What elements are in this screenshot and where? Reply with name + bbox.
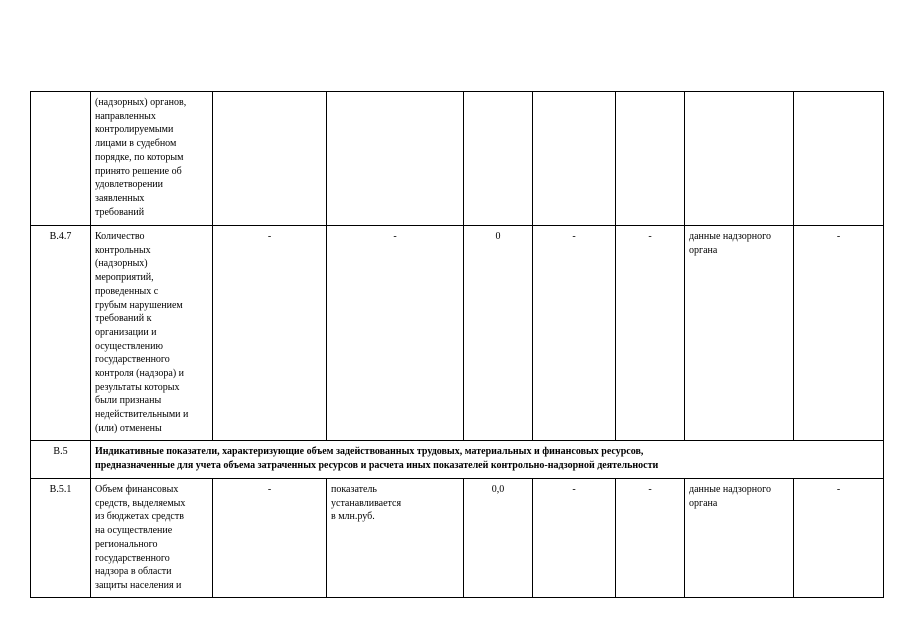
row-code: В.5.1 <box>31 479 91 598</box>
table-cell <box>685 92 794 226</box>
data-source-cell: данные надзорного органа <box>685 226 794 441</box>
table-cell: - <box>616 226 685 441</box>
row-code <box>31 92 91 226</box>
table-cell: - <box>533 226 616 441</box>
table-row <box>31 479 884 598</box>
table-cell: - <box>533 479 616 598</box>
table-cell <box>327 92 464 226</box>
table-cell: - <box>213 226 327 441</box>
table-cell <box>794 92 884 226</box>
row-code: В.5 <box>31 441 91 479</box>
table-cell: 0 <box>464 226 533 441</box>
indicator-description: Количество контрольных (надзорных) мероприятий, проведенных с грубым нарушением требований к организации и осуществлению государственного контроля (надзора) и результаты которых были признаны недействительными и (или) отменены <box>91 226 213 441</box>
table-cell <box>464 92 533 226</box>
indicators-table <box>30 91 884 598</box>
indicator-description: (надзорных) органов, направленных контролируемыми лицами в судебном порядке, по которым принято решение об удовлетворении заявленных требований <box>91 92 213 226</box>
row-code: В.4.7 <box>31 226 91 441</box>
table-cell: - <box>794 226 884 441</box>
indicator-description: Объем финансовых средств, выделяемых из бюджетах средств на осуществление регионального государственного надзора в области защиты населения и <box>91 479 213 598</box>
table-cell: - <box>327 226 464 441</box>
table-cell: показатель устанавливается в млн.руб. <box>327 479 464 598</box>
table-cell: 0,0 <box>464 479 533 598</box>
table-cell: - <box>213 479 327 598</box>
section-row <box>31 441 884 479</box>
data-source-cell: данные надзорного органа <box>685 479 794 598</box>
table-cell: - <box>616 479 685 598</box>
table-cell: - <box>794 479 884 598</box>
table-cell <box>616 92 685 226</box>
table-row <box>31 92 884 226</box>
section-heading: Индикативные показатели, характеризующие объем задействованных трудовых, материальных и финансовых ресурсов, предназначенные для учета объема затраченных ресурсов и расчета иных показателей контрольно-надзорной деятельности <box>91 441 884 479</box>
table-cell <box>533 92 616 226</box>
table-cell <box>213 92 327 226</box>
table-row <box>31 226 884 441</box>
